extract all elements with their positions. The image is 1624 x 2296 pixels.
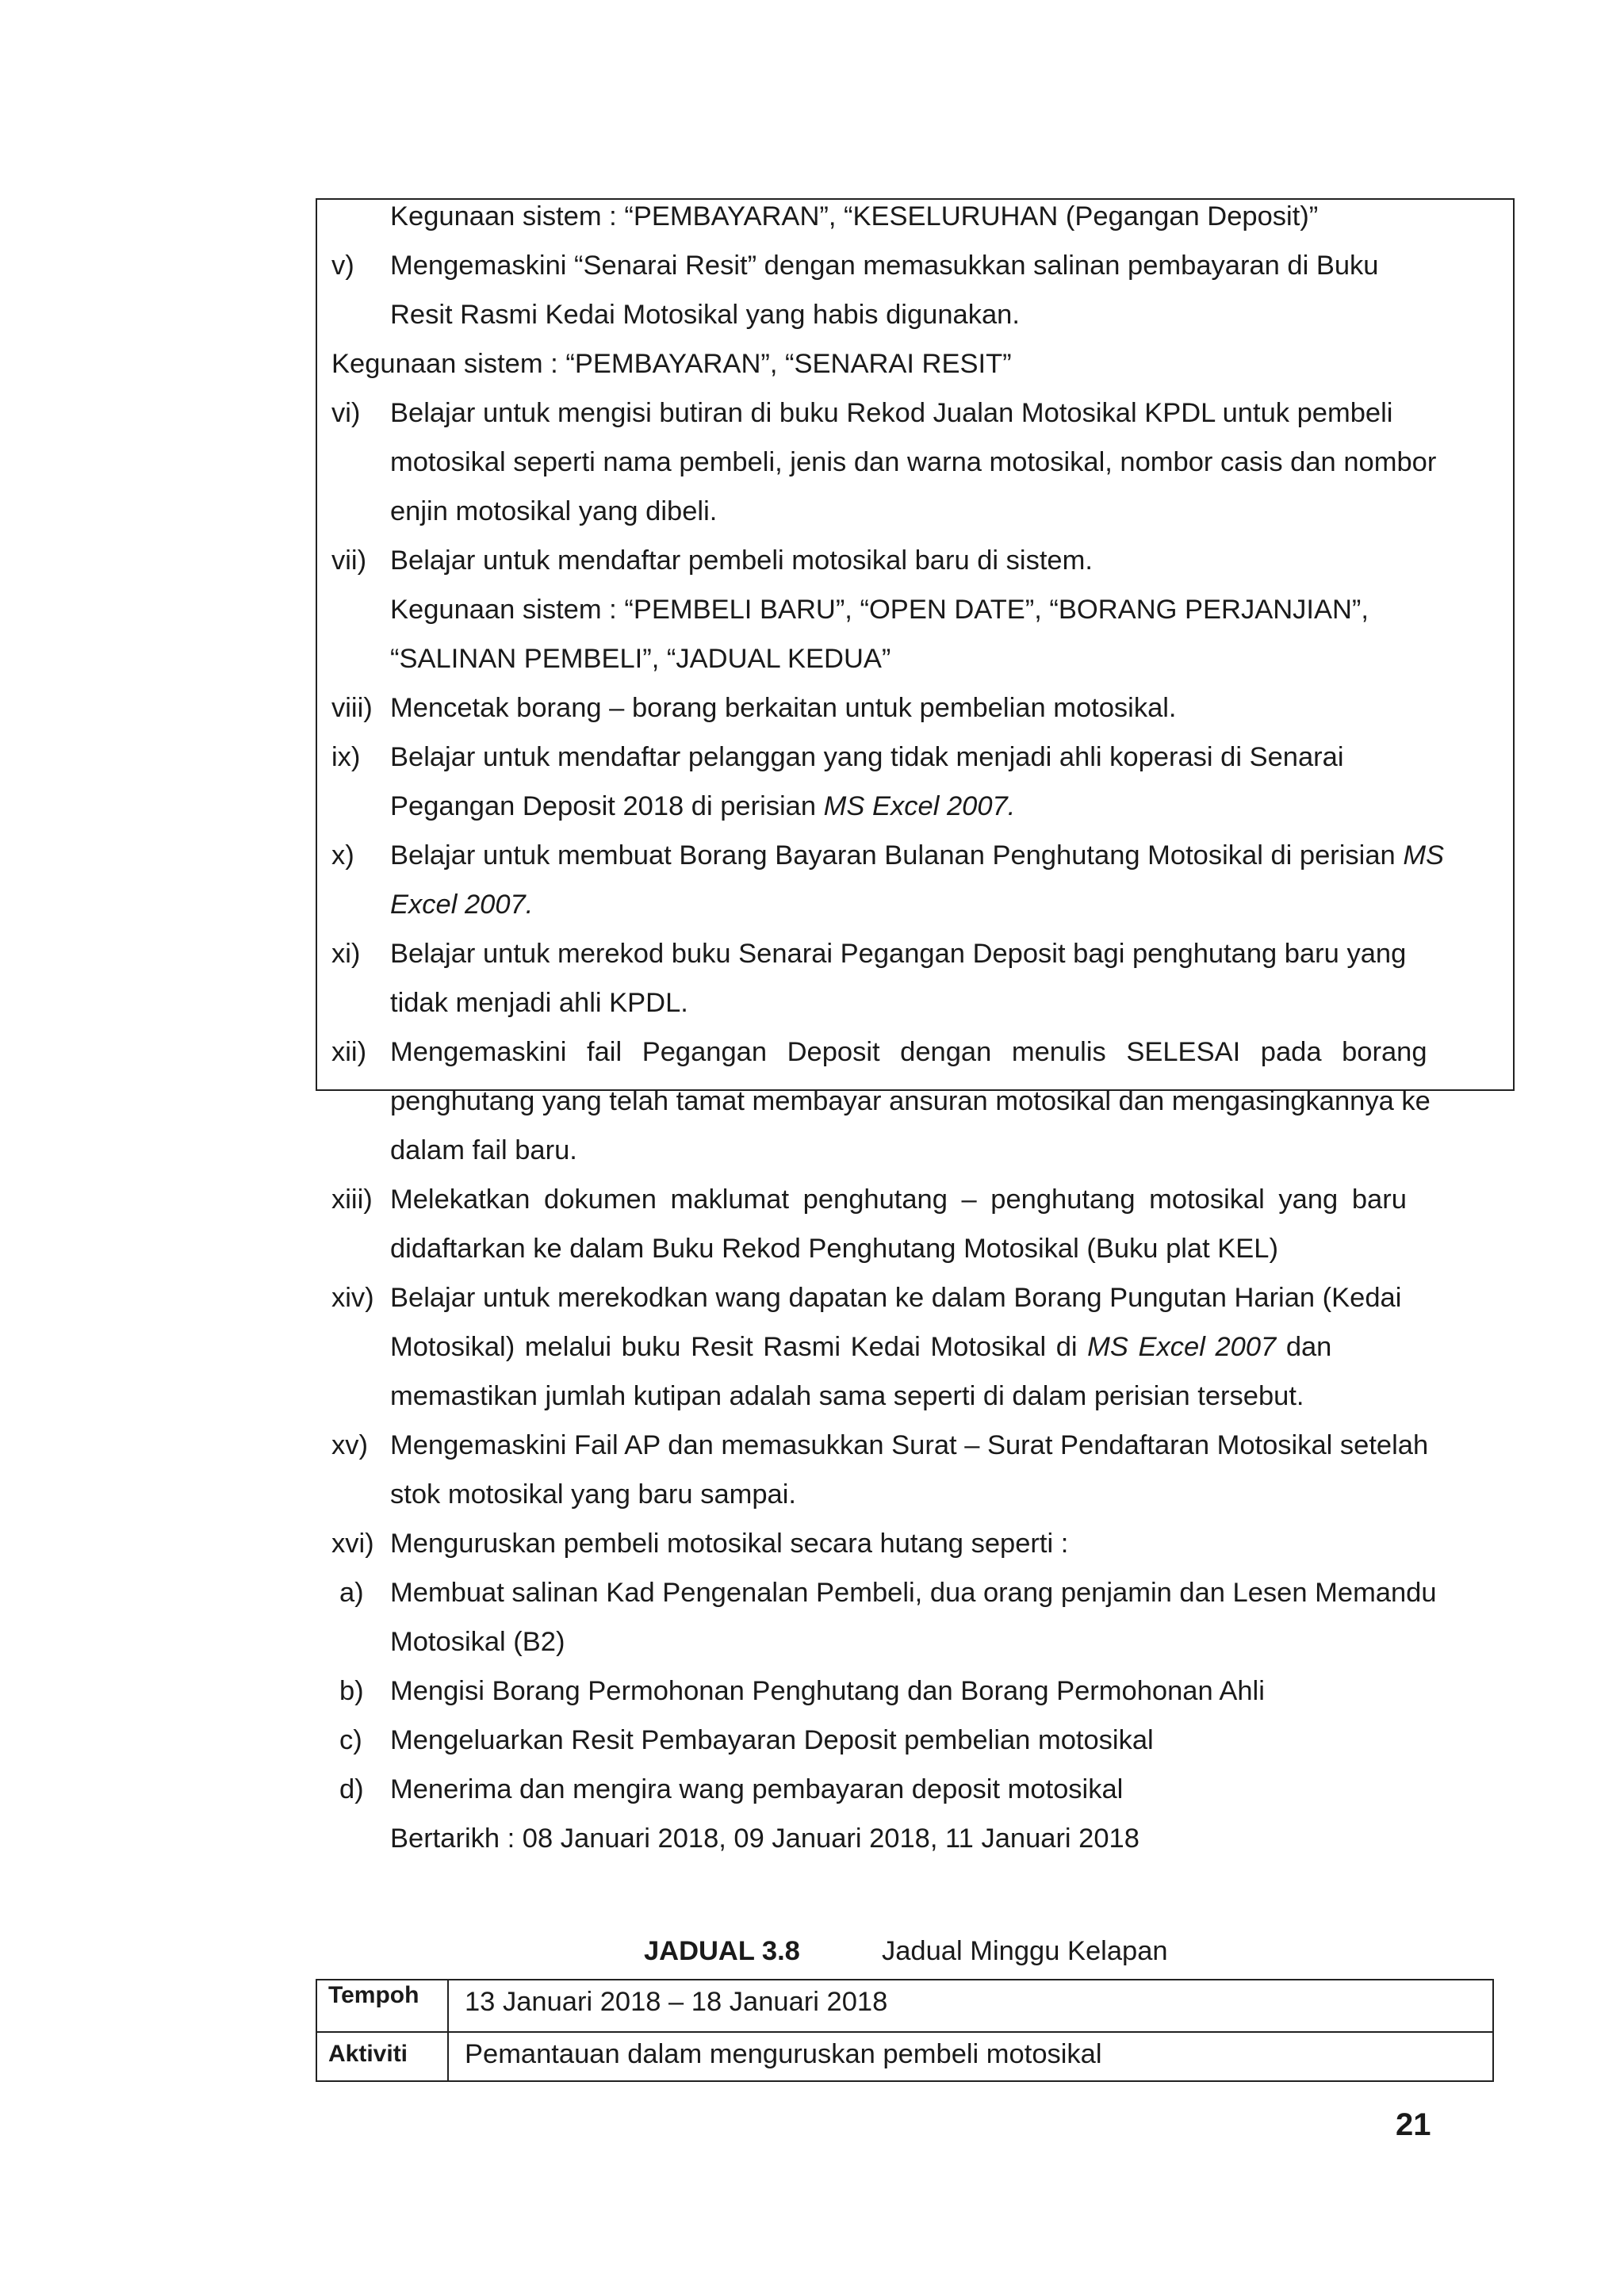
text-line: Kegunaan sistem : “PEMBELI BARU”, “OPEN DATE”, “BORANG PERJANJIAN”, <box>390 595 1369 625</box>
text-line: memastikan jumlah kutipan adalah sama seperti di dalam perisian tersebut. <box>390 1381 1304 1411</box>
text-line: Membuat salinan Kad Pengenalan Pembeli, dua orang penjamin dan Lesen Memandu <box>390 1578 1437 1608</box>
schedule-value: Pemantauan dalam menguruskan pembeli motosikal <box>465 2039 1102 2069</box>
text-line: motosikal seperti nama pembeli, jenis dan warna motosikal, nombor casis dan nombor <box>390 447 1437 477</box>
item-numeral: xv) <box>331 1430 368 1460</box>
schedule-table <box>316 1979 1494 2082</box>
software-name: MS Excel 2007 <box>1087 1332 1277 1362</box>
text-line: Mengemaskini Fail AP dan memasukkan Surat – Surat Pendaftaran Motosikal setelah <box>390 1430 1429 1460</box>
item-numeral: xiv) <box>331 1283 374 1313</box>
item-numeral: vi) <box>331 398 361 428</box>
text-line-part: Motosikal) melalui buku Resit Rasmi Kedai Motosikal di <box>390 1332 1078 1362</box>
text-line: Belajar untuk mendaftar pembeli motosikal baru di sistem. <box>390 545 1093 576</box>
item-letter: d) <box>339 1774 364 1804</box>
text-line: stok motosikal yang baru sampai. <box>390 1479 796 1510</box>
schedule-value: 13 Januari 2018 – 18 Januari 2018 <box>465 1987 888 2017</box>
item-numeral: v) <box>331 251 354 281</box>
text-line: Bertarikh : 08 Januari 2018, 09 Januari 2018, 11 Januari 2018 <box>390 1823 1139 1854</box>
column-divider <box>447 2031 449 2080</box>
item-numeral: x) <box>331 840 354 871</box>
item-numeral: ix) <box>331 742 361 772</box>
item-numeral: xi) <box>331 939 361 969</box>
text-line: Menguruskan pembeli motosikal secara hutang seperti : <box>390 1529 1069 1559</box>
text-line: Menerima dan mengira wang pembayaran deposit motosikal <box>390 1774 1124 1804</box>
text-line-part: Mengemaskini “Senarai Resit” dengan memasukkan salinan pembayaran di Buku <box>390 251 1379 281</box>
text-line: Resit Rasmi Kedai Motosikal yang habis digunakan. <box>390 300 1020 330</box>
item-numeral: xvi) <box>331 1529 374 1559</box>
text-line <box>390 839 1444 872</box>
text-line: dalam fail baru. <box>390 1135 577 1165</box>
text-line: Belajar untuk mendaftar pelanggan yang tidak menjadi ahli koperasi di Senarai <box>390 742 1344 772</box>
text-line: Melekatkan dokumen maklumat penghutang – penghutang motosikal yang baru <box>390 1184 1407 1215</box>
text-line-part: dan <box>1285 1332 1332 1362</box>
text-line: Mengemaskini fail Pegangan Deposit dengan menulis SELESAI pada borang <box>390 1037 1427 1067</box>
text-line: penghutang yang telah tamat membayar ansuran motosikal dan mengasingkannya ke <box>390 1086 1431 1116</box>
item-numeral: vii) <box>331 545 367 576</box>
item-numeral: viii) <box>331 693 373 723</box>
text-line: Belajar untuk merekod buku Senarai Pegangan Deposit bagi penghutang baru yang <box>390 939 1407 969</box>
item-letter: b) <box>339 1676 364 1706</box>
text-line: Motosikal (B2) <box>390 1627 565 1657</box>
column-divider <box>447 1980 449 2031</box>
text-line: enjin motosikal yang dibeli. <box>390 496 718 526</box>
item-numeral: xiii) <box>331 1184 373 1215</box>
table-caption-title: Jadual Minggu Kelapan <box>882 1936 1168 1966</box>
software-name: MS <box>1403 840 1445 871</box>
software-name: MS Excel 2007. <box>823 791 1016 821</box>
text-line: Kegunaan sistem : “PEMBAYARAN”, “KESELURUHAN (Pegangan Deposit)” <box>390 201 1319 232</box>
item-letter: a) <box>339 1578 364 1608</box>
text-line <box>390 249 1502 282</box>
item-letter: c) <box>339 1725 362 1755</box>
text-line <box>390 1330 1331 1364</box>
text-line: “SALINAN PEMBELI”, “JADUAL KEDUA” <box>390 644 891 674</box>
schedule-row <box>317 1980 1492 2033</box>
text-line: Belajar untuk merekodkan wang dapatan ke dalam Borang Pungutan Harian (Kedai <box>390 1283 1402 1313</box>
text-line-part: Belajar untuk membuat Borang Bayaran Bulanan Penghutang Motosikal di perisian <box>390 840 1396 871</box>
schedule-row <box>317 2031 1492 2080</box>
text-line: Belajar untuk mengisi butiran di buku Rekod Jualan Motosikal KPDL untuk pembeli <box>390 398 1393 428</box>
text-line <box>390 790 1015 823</box>
text-line: Mencetak borang – borang berkaitan untuk pembelian motosikal. <box>390 693 1177 723</box>
text-line: didaftarkan ke dalam Buku Rekod Penghutang Motosikal (Buku plat KEL) <box>390 1234 1278 1264</box>
text-line: tidak menjadi ahli KPDL. <box>390 988 688 1018</box>
item-numeral: xii) <box>331 1037 367 1067</box>
text-line-part: Pegangan Deposit 2018 di perisian <box>390 791 817 821</box>
text-line: Mengeluarkan Resit Pembayaran Deposit pembelian motosikal <box>390 1725 1154 1755</box>
schedule-key: Tempoh <box>328 1982 419 2008</box>
table-caption-label: JADUAL 3.8 <box>644 1936 800 1966</box>
schedule-key: Aktiviti <box>328 2041 408 2067</box>
software-name: Excel 2007. <box>390 890 534 920</box>
text-line: Kegunaan sistem : “PEMBAYARAN”, “SENARAI RESIT” <box>331 349 1012 379</box>
text-line: Mengisi Borang Permohonan Penghutang dan Borang Permohonan Ahli <box>390 1676 1265 1706</box>
page-number: 21 <box>1396 2107 1431 2142</box>
